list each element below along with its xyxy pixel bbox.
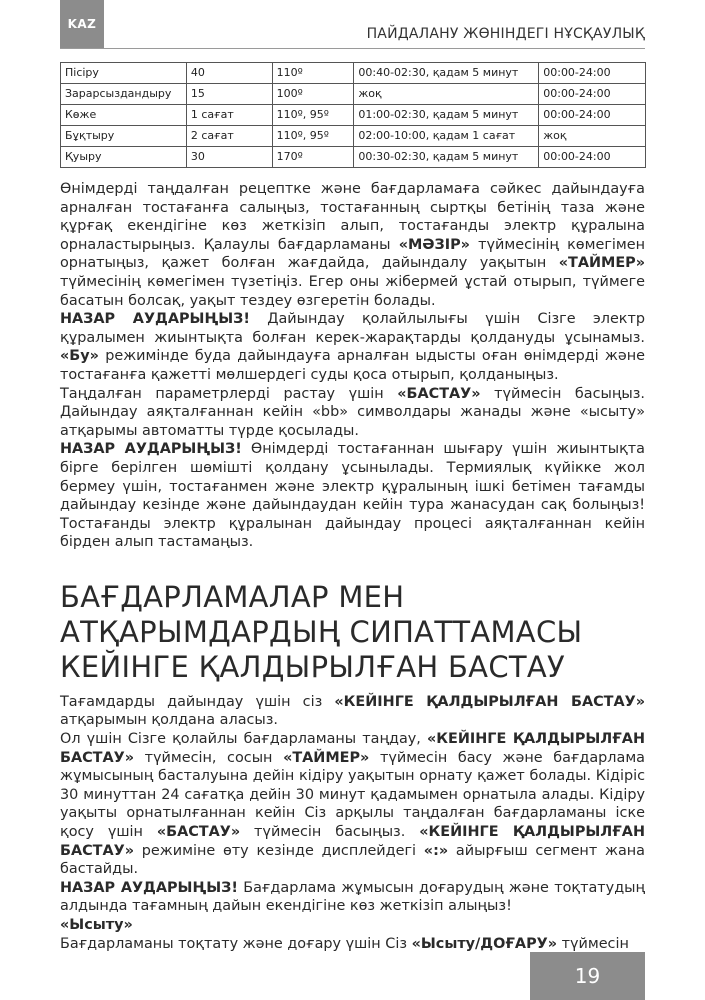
attention-label: НАЗАР АУДАРЫҢЫЗ! [60, 311, 250, 328]
paragraph-attention-burns [60, 440, 645, 552]
table-cell: 30 [186, 147, 272, 168]
paragraph-delayed-start-intro [60, 693, 645, 730]
table-cell: 40 [186, 63, 272, 84]
subheading-heating [60, 916, 645, 935]
table-cell: 00:30-02:30, қадам 5 минут [354, 147, 539, 168]
table-body [61, 63, 646, 168]
timer-button-reference: «ТАЙМЕР» [558, 255, 645, 272]
text-run: Таңдалған параметрлерді растау үшін [60, 385, 398, 402]
table-row [61, 147, 646, 168]
table-cell: Зарарсыздандыру [61, 84, 187, 105]
table-cell: Пісіру [61, 63, 187, 84]
attention-label: НАЗАР АУДАРЫҢЫЗ! [60, 441, 242, 458]
table-cell: Бұқтыру [61, 126, 187, 147]
program-parameters-table [60, 62, 646, 168]
delayed-start-reference: «КЕЙІНГЕ ҚАЛДЫРЫЛҒАН БАСТАУ» [334, 693, 645, 710]
page-header-title: ПАЙДАЛАНУ ЖӨНІНДЕГІ НҰСҚАУЛЫҚ [366, 26, 645, 42]
start-button-reference: «БАСТАУ» [156, 824, 241, 841]
start-button-reference: «БАСТАУ» [397, 385, 481, 402]
table-cell: 02:00-10:00, қадам 1 сағат [354, 126, 539, 147]
table-cell: 15 [186, 84, 272, 105]
attention-label: НАЗАР АУДАРЫҢЫЗ! [60, 879, 238, 896]
heating-cancel-button-reference: «Ысыту/ДОҒАРУ» [411, 935, 558, 952]
table-cell: 00:00-24:00 [539, 84, 646, 105]
text-run: түймесінің көмегімен орнатыңыз, қажет болған жағдайда, дайындалу уақытын [60, 236, 645, 272]
text-run: Дайындау қолайлылығы үшін Сізге электр құралымен жиынтықта болған керек-жарақтарды қолдануды ұсынамыз. [60, 311, 646, 346]
header-divider [60, 48, 645, 49]
separator-symbol: «:» [423, 842, 449, 859]
language-tag: KAZ [60, 0, 104, 48]
text-run: Өнімдерді тостағаннан шығару үшін жиынтықта бірге берілген шөмішті қолдану ұсынылады. Термиялық күйікке жол бермеу үшін, тостағанмен және электр құралының ішкі бетімен тағамды дайындау кезінде және дайындаудан кейін тура жанасудан сақ болыңыз! Тостағанды электр құралынан дайындау процесі аяқталғаннан кейін бірден алып тастамаңыз. [60, 441, 645, 551]
table-cell: 170º [272, 147, 354, 168]
table-row [61, 63, 646, 84]
table-cell: 110º, 95º [272, 126, 354, 147]
text-run: Бағдарлама жұмысын доғарудың және тоқтатудың алдында тағамның дайын екендігіне көз жеткізіп алыңыз! [60, 879, 646, 915]
text-run: түймесін басу және бағдарлама жұмысының басталуына дейін кідіру уақытын орнату қажет болады. Кідіріс 30 минуттан 24 сағатқа дейін 30 минут қадамымен орнатыла алады. Кідіру уақыты орнатылғаннан кейін Сіз арқылы таңдалған бағдарламаны іске қосу үшін [60, 749, 646, 841]
table-cell: Қуыру [61, 147, 187, 168]
table-cell: 00:00-24:00 [539, 63, 646, 84]
text-run: түймесін, сосын [134, 749, 284, 766]
table-cell: 00:00-24:00 [539, 105, 646, 126]
text-run: Өнімдерді таңдалған рецептке және бағдарламаға сәйкес дайындауға арналған тостағанға салыңыз, тостағанның сыртқы бетінің таза және құрғақ екендігіне көз жеткізіп алып, тостағанды электр құралына орналастырыңыз. Қалаулы бағдарламаны [60, 181, 645, 253]
text-run: Ол үшін Сізге қолайлы бағдарламаны таңдау, [60, 731, 427, 748]
table-cell: 00:00-24:00 [539, 147, 646, 168]
heating-mode-label: «Ысыту» [60, 917, 133, 933]
document-body [60, 180, 645, 953]
text-run: режиміне өту кезінде дисплейдегі [134, 842, 424, 859]
text-run: Бағдарламаны тоқтату және доғару үшін Сіз [60, 935, 412, 952]
text-run: түймесін басыңыз. [240, 824, 420, 841]
table-cell: жоқ [354, 84, 539, 105]
table-row [61, 84, 646, 105]
table-cell: 110º [272, 63, 354, 84]
table-cell: 100º [272, 84, 354, 105]
page-number: 19 [530, 952, 645, 1000]
table-cell: 01:00-02:30, қадам 5 минут [354, 105, 539, 126]
table-cell: жоқ [539, 126, 646, 147]
paragraph-attention-accessories [60, 310, 645, 384]
table-cell: 00:40-02:30, қадам 5 минут [354, 63, 539, 84]
text-run: түймесінің көмегімен түзетіңіз. Егер оны жібермей ұстай отырып, түймеге басатын болсақ, уақыт тездеу өзгеретін болады. [60, 273, 645, 309]
paragraph-confirm-start [60, 385, 645, 441]
text-run: айырғыш сегмент жана бастайды. [60, 842, 645, 878]
delayed-start-reference: «КЕЙІНГЕ ҚАЛДЫРЫЛҒАН БАСТАУ» [60, 731, 645, 766]
table-cell: 2 сағат [186, 126, 272, 147]
table-cell: Көже [61, 105, 187, 126]
steam-mode-reference: «Бу» [60, 348, 99, 365]
paragraph-attention-readiness [60, 879, 645, 916]
text-run: түймесін басыңыз. Дайындау аяқталғаннан кейін «bb» символдары жанады және «ысыту» атқарымы автоматты түрде қосылады. [60, 385, 645, 439]
timer-button-reference: «ТАЙМЕР» [283, 749, 370, 766]
text-run: атқарымын қолдана аласыз. [60, 712, 279, 729]
paragraph-placing-food [60, 180, 645, 310]
text-run: режимінде буда дайындауға арналған ыдысты оған өнімдерді және тостағанға қажетті мөлшердегі суды қоса отырып, қолданыңыз. [60, 348, 645, 383]
table-cell: 110º, 95º [272, 105, 354, 126]
table-row [61, 105, 646, 126]
section-heading: БАҒДАРЛАМАЛАР МЕН АТҚАРЫМДАРДЫҢ СИПАТТАМАСЫ КЕЙІНГЕ ҚАЛДЫРЫЛҒАН БАСТАУ [60, 579, 583, 684]
delayed-start-reference: «КЕЙІНГЕ ҚАЛДЫРЫЛҒАН БАСТАУ» [60, 824, 645, 859]
paragraph-stop-program [60, 935, 645, 954]
table-cell: 1 сағат [186, 105, 272, 126]
table-row [61, 126, 646, 147]
paragraph-delayed-start-steps [60, 730, 645, 879]
text-run: Тағамдарды дайындау үшін сіз [60, 693, 335, 710]
menu-button-reference: «МӘЗІР» [398, 236, 470, 253]
text-run: түймесін [557, 935, 629, 952]
